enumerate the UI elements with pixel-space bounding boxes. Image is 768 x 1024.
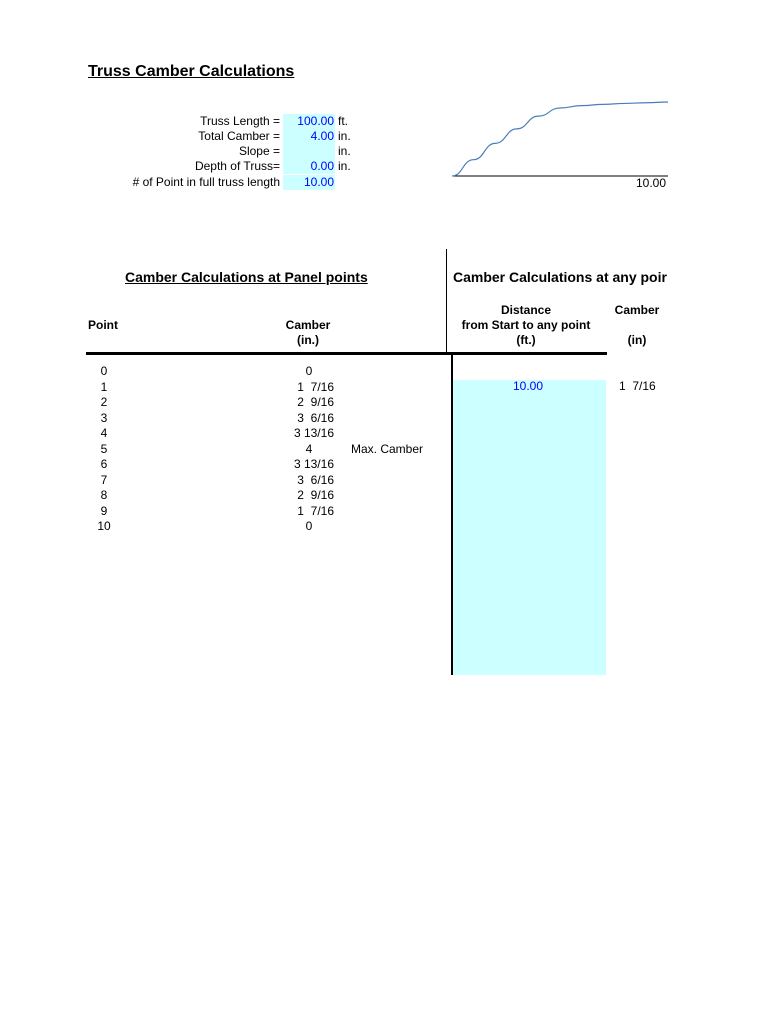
point-cell: 9 bbox=[100, 503, 108, 518]
camber-cell: 2 9/16 bbox=[297, 395, 334, 409]
point-cell: 1 bbox=[100, 379, 108, 394]
distance-input-value[interactable]: 10.00 bbox=[512, 379, 544, 393]
truss-length-label: Truss Length = bbox=[200, 114, 280, 128]
camber-cell: 1 7/16 bbox=[297, 503, 334, 518]
num-points-label: # of Point in full truss length bbox=[132, 175, 280, 189]
point-cell: 2 bbox=[100, 395, 108, 409]
col-point-header: Point bbox=[88, 318, 118, 332]
camber-cell: 1 7/16 bbox=[297, 379, 334, 394]
camber-cell: 0 bbox=[305, 519, 313, 533]
panel-section-title: Camber Calculations at Panel points bbox=[125, 269, 368, 285]
total-camber-unit: in. bbox=[338, 129, 351, 143]
truss-length-input[interactable]: 100.00 bbox=[283, 114, 335, 129]
truss-length-unit: ft. bbox=[338, 114, 349, 128]
camber-cell: 0 bbox=[305, 364, 313, 378]
camber-chart bbox=[448, 96, 678, 196]
slope-label: Slope = bbox=[238, 144, 280, 158]
camber-series-line bbox=[452, 102, 668, 176]
camber-cell: 3 6/16 bbox=[297, 472, 334, 487]
point-cell: 7 bbox=[100, 472, 108, 487]
depth-of-truss-unit: in. bbox=[338, 159, 351, 173]
point-cell: 3 bbox=[100, 410, 108, 425]
any-point-camber-value: 1 7/16 bbox=[619, 379, 656, 393]
camber-cell: 4 bbox=[305, 441, 313, 456]
slope-unit: in. bbox=[338, 144, 351, 158]
point-cell: 6 bbox=[100, 457, 108, 471]
camber-cell: 3 13/16 bbox=[293, 457, 334, 471]
depth-of-truss-label: Depth of Truss= bbox=[194, 159, 280, 173]
total-camber-label: Total Camber = bbox=[198, 129, 280, 143]
slope-input[interactable] bbox=[283, 144, 335, 159]
total-camber-input[interactable]: 4.00 bbox=[283, 129, 335, 144]
any-point-input-area[interactable] bbox=[453, 380, 606, 675]
point-cell: 0 bbox=[100, 364, 108, 378]
num-points-input[interactable]: 10.00 bbox=[283, 175, 335, 190]
point-cell: 4 bbox=[100, 426, 108, 440]
max-camber-note: Max. Camber bbox=[351, 441, 424, 456]
header-rule bbox=[86, 352, 607, 355]
any-point-section-title: Camber Calculations at any poir bbox=[453, 269, 667, 285]
col-camber-header: Camber (in.) bbox=[285, 318, 331, 347]
chart-tick-label: 10.00 bbox=[635, 176, 666, 190]
camber-cell: 2 9/16 bbox=[297, 488, 334, 502]
camber-cell: 3 6/16 bbox=[297, 410, 334, 425]
section-divider bbox=[446, 249, 447, 355]
point-cell: 5 bbox=[100, 441, 108, 456]
point-cell: 10 bbox=[97, 519, 111, 533]
depth-of-truss-input[interactable]: 0.00 bbox=[283, 159, 335, 174]
col-distance-header: Distance from Start to any point (ft.) bbox=[461, 303, 591, 347]
point-cell: 8 bbox=[100, 488, 108, 502]
col-any-camber-header: Camber (in) bbox=[614, 303, 660, 347]
page-title: Truss Camber Calculations bbox=[88, 63, 295, 80]
camber-cell: 3 13/16 bbox=[293, 426, 334, 440]
